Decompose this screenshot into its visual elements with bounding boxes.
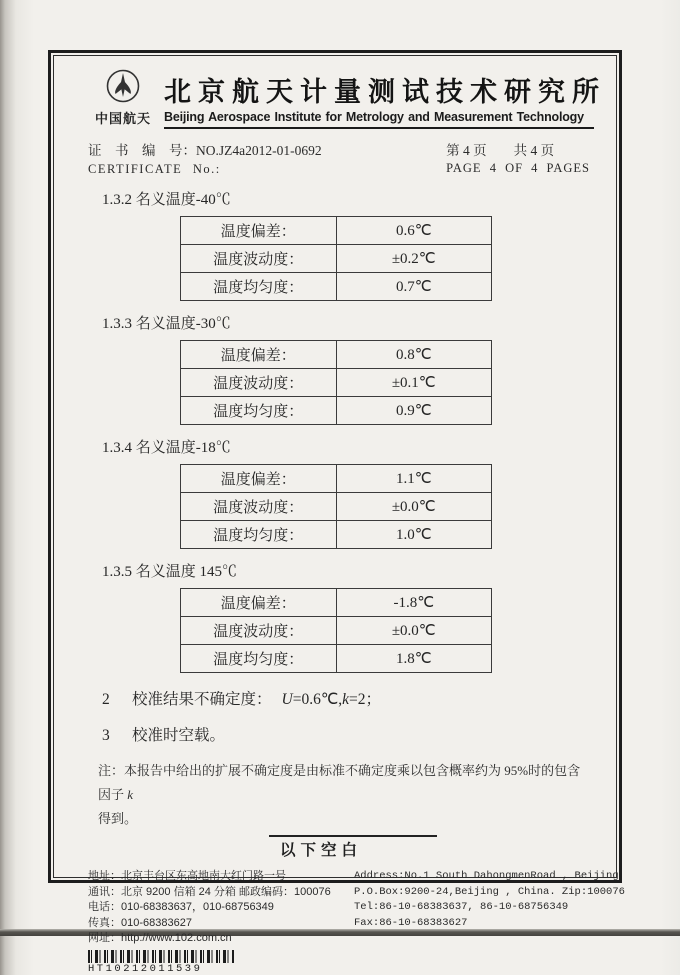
phone-line-en: Tel:86-10-68383637, 86-10-68756349	[354, 901, 569, 914]
contact-en-block	[354, 869, 625, 947]
website-line-cn: 网址：http://www.102.com.cn	[88, 932, 232, 945]
section-1-3-4	[74, 436, 596, 549]
certificate-number-line	[88, 139, 322, 160]
contact-cn-block	[88, 869, 354, 947]
section-1-3-3	[74, 312, 596, 425]
u-variable: U	[281, 691, 293, 708]
row-value: ±0.2℃	[336, 245, 492, 273]
certificate-meta-row	[88, 139, 590, 177]
row-label: 温度均匀度：	[181, 521, 337, 549]
address-line-cn: 地址：北京丰台区东高地南大红门路一号	[88, 870, 286, 883]
letterhead	[74, 62, 606, 129]
section-1-3-5	[74, 560, 596, 673]
row-label: 温度波动度：	[181, 493, 337, 521]
item-text: 校准时空载。	[132, 727, 226, 744]
certificate-border-frame	[48, 50, 625, 975]
table-row	[181, 645, 492, 673]
row-value: -1.8℃	[336, 589, 492, 617]
separator-line	[269, 835, 437, 837]
institute-title-cn: 北京航天计量测试技术研究所	[164, 76, 606, 107]
row-label: 温度偏差：	[181, 589, 337, 617]
note-paragraph	[98, 759, 592, 831]
casc-logo-icon	[102, 66, 144, 108]
row-label: 温度均匀度：	[181, 397, 337, 425]
row-value: 1.1℃	[336, 465, 492, 493]
table-row	[181, 493, 492, 521]
note-k-variable: k	[127, 787, 134, 803]
item-number: 2	[102, 691, 110, 708]
table-row	[181, 273, 492, 301]
fax-line-en: Fax:86-10-68383627	[354, 916, 468, 929]
fax-line-cn: 传真：010-68383627	[88, 916, 192, 929]
blank-below-marker	[74, 835, 596, 860]
uncertainty-formula	[282, 691, 382, 708]
section-heading: 1.3.2 名义温度-40℃	[102, 192, 231, 208]
note-text-continued: 得到。	[98, 811, 138, 827]
table-row	[181, 217, 492, 245]
barcode-image	[88, 950, 234, 963]
row-value: 0.6℃	[336, 217, 492, 245]
calibration-table	[180, 588, 492, 673]
row-label: 温度偏差：	[181, 465, 337, 493]
row-value: 1.0℃	[336, 521, 492, 549]
calibration-table	[180, 340, 492, 425]
k-variable: k	[342, 691, 350, 708]
page-info-cn: 第 4 页 共 4 页	[446, 143, 555, 158]
mailbox-line-cn: 通讯：北京 9200 信箱 24 分箱 邮政编码：100076	[88, 885, 331, 898]
certificate-number-block	[88, 139, 322, 177]
row-label: 温度偏差：	[181, 217, 337, 245]
institute-title-en: Beijing Aerospace Institute for Metrology and Measurement Technology	[164, 110, 594, 129]
calibration-table	[180, 216, 492, 301]
calibration-table	[180, 464, 492, 549]
page-info-en: PAGE 4 OF 4 PAGES	[446, 161, 590, 175]
table-row	[181, 617, 492, 645]
table-row	[181, 245, 492, 273]
section-heading: 1.3.5 名义温度 145℃	[102, 564, 238, 580]
section-1-3-2	[74, 188, 596, 301]
row-label: 温度波动度：	[181, 369, 337, 397]
item-number: 3	[102, 727, 110, 744]
row-value: ±0.0℃	[336, 493, 492, 521]
u-value: =0.6℃,	[292, 691, 343, 708]
barcode-block	[88, 950, 596, 975]
row-label: 温度波动度：	[181, 245, 337, 273]
row-value: 0.7℃	[336, 273, 492, 301]
certificate-number-label-cn: 证 书 编 号：	[88, 143, 196, 158]
table-row	[181, 369, 492, 397]
letterhead-titles	[164, 76, 606, 129]
table-row	[181, 521, 492, 549]
barcode-number: HT10212011539	[88, 962, 203, 975]
item-no-load	[102, 723, 596, 745]
certificate-inner-border	[53, 55, 625, 975]
row-value: 0.9℃	[336, 397, 492, 425]
page-info-block	[446, 139, 590, 177]
row-value: ±0.0℃	[336, 617, 492, 645]
pobox-line-en: P.O.Box:9200-24,Beijing , China. Zip:100076	[354, 885, 625, 898]
row-label: 温度波动度：	[181, 617, 337, 645]
row-label: 温度均匀度：	[181, 645, 337, 673]
table-row	[181, 465, 492, 493]
certificate-body	[54, 56, 625, 975]
row-label: 温度偏差：	[181, 341, 337, 369]
certificate-number-value: NO.JZ4a2012-01-0692	[196, 143, 322, 158]
contact-footer	[88, 869, 625, 947]
blank-below-text: 以下空白	[279, 842, 362, 860]
row-label: 温度均匀度：	[181, 273, 337, 301]
k-value: =2；	[349, 691, 382, 708]
row-value: 1.8℃	[336, 645, 492, 673]
note-text: 注：本报告中给出的扩展不确定度是由标准不确定度乘以包含概率约为 95%时的包含因子	[98, 763, 581, 803]
table-row	[181, 397, 492, 425]
section-heading: 1.3.3 名义温度-30℃	[102, 316, 231, 332]
table-row	[181, 589, 492, 617]
item-uncertainty	[102, 687, 596, 709]
organization-logo	[82, 66, 164, 129]
phone-line-cn: 电话：010-68383637，010-68756349	[88, 901, 274, 914]
row-value: ±0.1℃	[336, 369, 492, 397]
row-value: 0.8℃	[336, 341, 492, 369]
table-row	[181, 341, 492, 369]
section-heading: 1.3.4 名义温度-18℃	[102, 440, 231, 456]
logo-org-name: 中国航天	[94, 111, 151, 126]
item-label: 校准结果不确定度：	[132, 691, 272, 708]
address-line-en: Address:No.1 South DahongmenRoad , Beijing	[354, 870, 619, 883]
certificate-number-label-en: CERTIFICATE No.:	[88, 162, 221, 176]
